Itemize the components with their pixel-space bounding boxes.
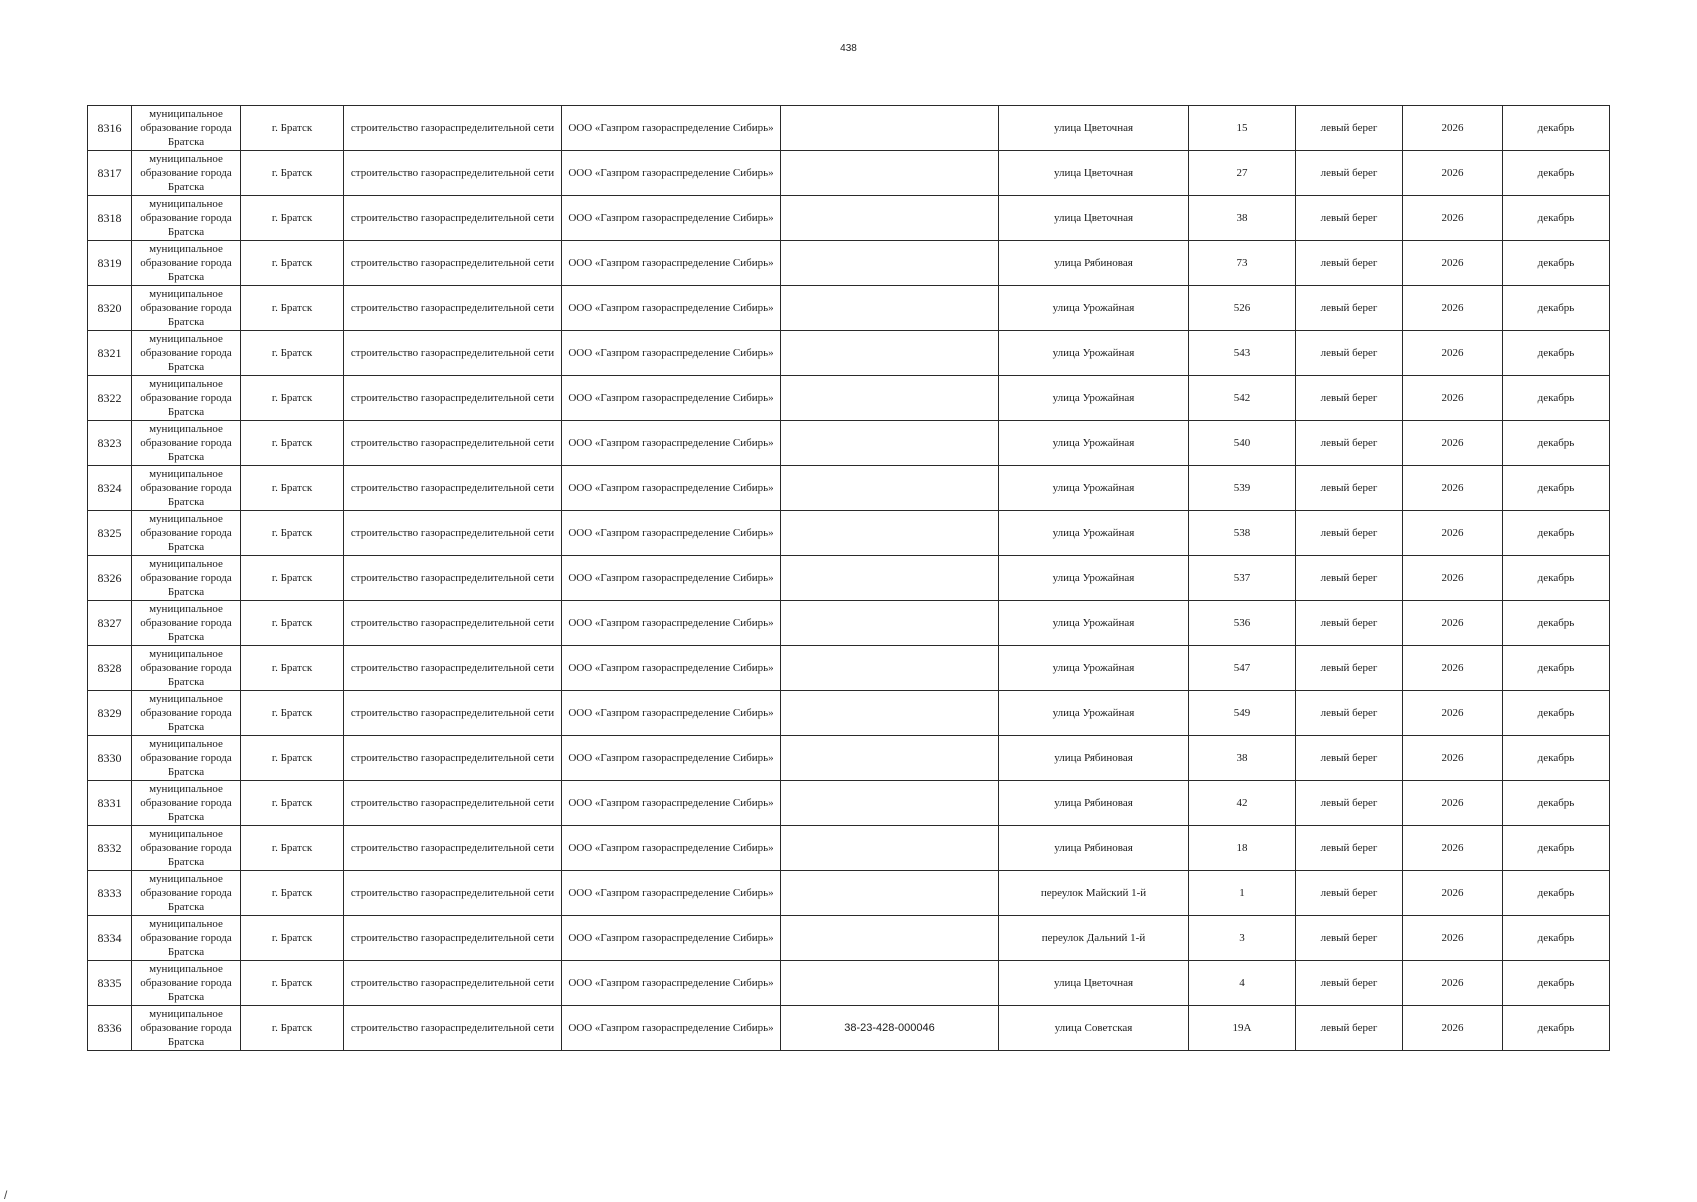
- operator-cell: ООО «Газпром газораспределение Сибирь»: [562, 1006, 781, 1051]
- month-cell: декабрь: [1503, 151, 1610, 196]
- settlement-cell: г. Братск: [241, 286, 344, 331]
- cadastral-number-cell: [781, 556, 999, 601]
- zone-cell: левый берег: [1296, 736, 1403, 781]
- settlement-cell: г. Братск: [241, 511, 344, 556]
- house-number-cell: 1: [1189, 871, 1296, 916]
- street-cell: улица Урожайная: [999, 376, 1189, 421]
- operator-cell: ООО «Газпром газораспределение Сибирь»: [562, 781, 781, 826]
- settlement-cell: г. Братск: [241, 646, 344, 691]
- cadastral-number-cell: [781, 871, 999, 916]
- year-cell: 2026: [1403, 556, 1503, 601]
- cadastral-number-cell: [781, 691, 999, 736]
- row-number-cell: 8330: [88, 736, 132, 781]
- table-row: [88, 826, 1610, 871]
- month-cell: декабрь: [1503, 916, 1610, 961]
- house-number-cell: 536: [1189, 601, 1296, 646]
- table-row: [88, 916, 1610, 961]
- year-cell: 2026: [1403, 691, 1503, 736]
- cadastral-number-cell: [781, 331, 999, 376]
- activity-cell: строительство газораспределительной сети: [344, 1006, 562, 1051]
- settlement-cell: г. Братск: [241, 421, 344, 466]
- street-cell: улица Цветочная: [999, 196, 1189, 241]
- street-cell: улица Рябиновая: [999, 781, 1189, 826]
- activity-cell: строительство газораспределительной сети: [344, 196, 562, 241]
- zone-cell: левый берег: [1296, 916, 1403, 961]
- activity-cell: строительство газораспределительной сети: [344, 691, 562, 736]
- year-cell: 2026: [1403, 916, 1503, 961]
- municipality-cell: муниципальное образование города Братска: [132, 466, 241, 511]
- house-number-cell: 19А: [1189, 1006, 1296, 1051]
- row-number-cell: 8328: [88, 646, 132, 691]
- table-row: [88, 196, 1610, 241]
- row-number-cell: 8320: [88, 286, 132, 331]
- table-row: [88, 736, 1610, 781]
- settlement-cell: г. Братск: [241, 691, 344, 736]
- table-row: [88, 106, 1610, 151]
- municipality-cell: муниципальное образование города Братска: [132, 961, 241, 1006]
- table-row: [88, 331, 1610, 376]
- month-cell: декабрь: [1503, 736, 1610, 781]
- operator-cell: ООО «Газпром газораспределение Сибирь»: [562, 826, 781, 871]
- row-number-cell: 8317: [88, 151, 132, 196]
- operator-cell: ООО «Газпром газораспределение Сибирь»: [562, 961, 781, 1006]
- gasification-register-table: [87, 105, 1610, 1051]
- street-cell: улица Урожайная: [999, 601, 1189, 646]
- street-cell: улица Урожайная: [999, 421, 1189, 466]
- row-number-cell: 8326: [88, 556, 132, 601]
- settlement-cell: г. Братск: [241, 961, 344, 1006]
- cadastral-number-cell: [781, 781, 999, 826]
- year-cell: 2026: [1403, 601, 1503, 646]
- zone-cell: левый берег: [1296, 556, 1403, 601]
- operator-cell: ООО «Газпром газораспределение Сибирь»: [562, 646, 781, 691]
- house-number-cell: 38: [1189, 196, 1296, 241]
- zone-cell: левый берег: [1296, 151, 1403, 196]
- house-number-cell: 4: [1189, 961, 1296, 1006]
- cadastral-number-cell: [781, 151, 999, 196]
- street-cell: улица Цветочная: [999, 961, 1189, 1006]
- month-cell: декабрь: [1503, 1006, 1610, 1051]
- table-row: [88, 466, 1610, 511]
- activity-cell: строительство газораспределительной сети: [344, 961, 562, 1006]
- activity-cell: строительство газораспределительной сети: [344, 106, 562, 151]
- activity-cell: строительство газораспределительной сети: [344, 151, 562, 196]
- table-row: [88, 601, 1610, 646]
- house-number-cell: 38: [1189, 736, 1296, 781]
- table-row: [88, 961, 1610, 1006]
- settlement-cell: г. Братск: [241, 556, 344, 601]
- year-cell: 2026: [1403, 286, 1503, 331]
- house-number-cell: 42: [1189, 781, 1296, 826]
- month-cell: декабрь: [1503, 646, 1610, 691]
- municipality-cell: муниципальное образование города Братска: [132, 556, 241, 601]
- municipality-cell: муниципальное образование города Братска: [132, 151, 241, 196]
- year-cell: 2026: [1403, 871, 1503, 916]
- zone-cell: левый берег: [1296, 196, 1403, 241]
- table-row: [88, 151, 1610, 196]
- settlement-cell: г. Братск: [241, 241, 344, 286]
- municipality-cell: муниципальное образование города Братска: [132, 376, 241, 421]
- house-number-cell: 15: [1189, 106, 1296, 151]
- month-cell: декабрь: [1503, 196, 1610, 241]
- year-cell: 2026: [1403, 421, 1503, 466]
- operator-cell: ООО «Газпром газораспределение Сибирь»: [562, 691, 781, 736]
- municipality-cell: муниципальное образование города Братска: [132, 196, 241, 241]
- row-number-cell: 8329: [88, 691, 132, 736]
- street-cell: улица Урожайная: [999, 691, 1189, 736]
- activity-cell: строительство газораспределительной сети: [344, 241, 562, 286]
- municipality-cell: муниципальное образование города Братска: [132, 421, 241, 466]
- house-number-cell: 18: [1189, 826, 1296, 871]
- table-row: [88, 511, 1610, 556]
- house-number-cell: 73: [1189, 241, 1296, 286]
- table-row: [88, 781, 1610, 826]
- cadastral-number-cell: [781, 286, 999, 331]
- settlement-cell: г. Братск: [241, 736, 344, 781]
- month-cell: декабрь: [1503, 871, 1610, 916]
- house-number-cell: 542: [1189, 376, 1296, 421]
- house-number-cell: 539: [1189, 466, 1296, 511]
- street-cell: улица Советская: [999, 1006, 1189, 1051]
- house-number-cell: 538: [1189, 511, 1296, 556]
- municipality-cell: муниципальное образование города Братска: [132, 106, 241, 151]
- row-number-cell: 8333: [88, 871, 132, 916]
- activity-cell: строительство газораспределительной сети: [344, 286, 562, 331]
- municipality-cell: муниципальное образование города Братска: [132, 286, 241, 331]
- year-cell: 2026: [1403, 106, 1503, 151]
- month-cell: декабрь: [1503, 286, 1610, 331]
- cadastral-number-cell: [781, 376, 999, 421]
- month-cell: декабрь: [1503, 106, 1610, 151]
- cadastral-number-cell: [781, 466, 999, 511]
- cadastral-number-cell: [781, 421, 999, 466]
- house-number-cell: 547: [1189, 646, 1296, 691]
- street-cell: переулок Майский 1-й: [999, 871, 1189, 916]
- table-row: [88, 421, 1610, 466]
- zone-cell: левый берег: [1296, 961, 1403, 1006]
- year-cell: 2026: [1403, 826, 1503, 871]
- zone-cell: левый берег: [1296, 376, 1403, 421]
- table-row: [88, 1006, 1610, 1051]
- month-cell: декабрь: [1503, 556, 1610, 601]
- street-cell: улица Урожайная: [999, 556, 1189, 601]
- cadastral-number-cell: [781, 961, 999, 1006]
- activity-cell: строительство газораспределительной сети: [344, 736, 562, 781]
- year-cell: 2026: [1403, 646, 1503, 691]
- table-row: [88, 691, 1610, 736]
- house-number-cell: 549: [1189, 691, 1296, 736]
- settlement-cell: г. Братск: [241, 196, 344, 241]
- month-cell: декабрь: [1503, 961, 1610, 1006]
- cadastral-number-cell: [781, 916, 999, 961]
- zone-cell: левый берег: [1296, 241, 1403, 286]
- operator-cell: ООО «Газпром газораспределение Сибирь»: [562, 871, 781, 916]
- zone-cell: левый берег: [1296, 466, 1403, 511]
- settlement-cell: г. Братск: [241, 871, 344, 916]
- year-cell: 2026: [1403, 1006, 1503, 1051]
- operator-cell: ООО «Газпром газораспределение Сибирь»: [562, 106, 781, 151]
- zone-cell: левый берег: [1296, 871, 1403, 916]
- month-cell: декабрь: [1503, 241, 1610, 286]
- municipality-cell: муниципальное образование города Братска: [132, 241, 241, 286]
- year-cell: 2026: [1403, 961, 1503, 1006]
- year-cell: 2026: [1403, 241, 1503, 286]
- operator-cell: ООО «Газпром газораспределение Сибирь»: [562, 421, 781, 466]
- table-row: [88, 646, 1610, 691]
- activity-cell: строительство газораспределительной сети: [344, 826, 562, 871]
- operator-cell: ООО «Газпром газораспределение Сибирь»: [562, 736, 781, 781]
- settlement-cell: г. Братск: [241, 106, 344, 151]
- activity-cell: строительство газораспределительной сети: [344, 916, 562, 961]
- street-cell: улица Рябиновая: [999, 736, 1189, 781]
- municipality-cell: муниципальное образование города Братска: [132, 691, 241, 736]
- municipality-cell: муниципальное образование города Братска: [132, 781, 241, 826]
- settlement-cell: г. Братск: [241, 781, 344, 826]
- cadastral-number-cell: [781, 511, 999, 556]
- row-number-cell: 8324: [88, 466, 132, 511]
- cadastral-number-cell: [781, 241, 999, 286]
- zone-cell: левый берег: [1296, 421, 1403, 466]
- street-cell: улица Цветочная: [999, 106, 1189, 151]
- activity-cell: строительство газораспределительной сети: [344, 601, 562, 646]
- activity-cell: строительство газораспределительной сети: [344, 511, 562, 556]
- street-cell: улица Урожайная: [999, 286, 1189, 331]
- month-cell: декабрь: [1503, 511, 1610, 556]
- table-row: [88, 556, 1610, 601]
- year-cell: 2026: [1403, 781, 1503, 826]
- activity-cell: строительство газораспределительной сети: [344, 646, 562, 691]
- zone-cell: левый берег: [1296, 601, 1403, 646]
- row-number-cell: 8319: [88, 241, 132, 286]
- street-cell: переулок Дальний 1-й: [999, 916, 1189, 961]
- month-cell: декабрь: [1503, 691, 1610, 736]
- year-cell: 2026: [1403, 151, 1503, 196]
- operator-cell: ООО «Газпром газораспределение Сибирь»: [562, 331, 781, 376]
- zone-cell: левый берег: [1296, 691, 1403, 736]
- year-cell: 2026: [1403, 376, 1503, 421]
- operator-cell: ООО «Газпром газораспределение Сибирь»: [562, 376, 781, 421]
- table-row: [88, 376, 1610, 421]
- municipality-cell: муниципальное образование города Братска: [132, 736, 241, 781]
- year-cell: 2026: [1403, 196, 1503, 241]
- margin-mark: /: [4, 1188, 8, 1202]
- cadastral-number-cell: [781, 196, 999, 241]
- zone-cell: левый берег: [1296, 826, 1403, 871]
- row-number-cell: 8323: [88, 421, 132, 466]
- street-cell: улица Цветочная: [999, 151, 1189, 196]
- month-cell: декабрь: [1503, 331, 1610, 376]
- house-number-cell: 3: [1189, 916, 1296, 961]
- row-number-cell: 8332: [88, 826, 132, 871]
- house-number-cell: 540: [1189, 421, 1296, 466]
- row-number-cell: 8336: [88, 1006, 132, 1051]
- settlement-cell: г. Братск: [241, 466, 344, 511]
- month-cell: декабрь: [1503, 466, 1610, 511]
- row-number-cell: 8331: [88, 781, 132, 826]
- house-number-cell: 27: [1189, 151, 1296, 196]
- row-number-cell: 8335: [88, 961, 132, 1006]
- row-number-cell: 8318: [88, 196, 132, 241]
- row-number-cell: 8327: [88, 601, 132, 646]
- house-number-cell: 526: [1189, 286, 1296, 331]
- municipality-cell: муниципальное образование города Братска: [132, 1006, 241, 1051]
- operator-cell: ООО «Газпром газораспределение Сибирь»: [562, 511, 781, 556]
- operator-cell: ООО «Газпром газораспределение Сибирь»: [562, 556, 781, 601]
- activity-cell: строительство газораспределительной сети: [344, 781, 562, 826]
- cadastral-number-cell: [781, 736, 999, 781]
- street-cell: улица Урожайная: [999, 646, 1189, 691]
- operator-cell: ООО «Газпром газораспределение Сибирь»: [562, 286, 781, 331]
- settlement-cell: г. Братск: [241, 916, 344, 961]
- street-cell: улица Урожайная: [999, 511, 1189, 556]
- street-cell: улица Урожайная: [999, 331, 1189, 376]
- month-cell: декабрь: [1503, 601, 1610, 646]
- row-number-cell: 8334: [88, 916, 132, 961]
- settlement-cell: г. Братск: [241, 826, 344, 871]
- activity-cell: строительство газораспределительной сети: [344, 331, 562, 376]
- settlement-cell: г. Братск: [241, 1006, 344, 1051]
- activity-cell: строительство газораспределительной сети: [344, 871, 562, 916]
- operator-cell: ООО «Газпром газораспределение Сибирь»: [562, 196, 781, 241]
- settlement-cell: г. Братск: [241, 376, 344, 421]
- register-body: [88, 106, 1610, 1051]
- cadastral-number-cell: [781, 601, 999, 646]
- zone-cell: левый берег: [1296, 1006, 1403, 1051]
- cadastral-number-cell: 38-23-428-000046: [781, 1006, 999, 1051]
- table-row: [88, 241, 1610, 286]
- municipality-cell: муниципальное образование города Братска: [132, 331, 241, 376]
- month-cell: декабрь: [1503, 421, 1610, 466]
- activity-cell: строительство газораспределительной сети: [344, 376, 562, 421]
- table-row: [88, 286, 1610, 331]
- activity-cell: строительство газораспределительной сети: [344, 556, 562, 601]
- settlement-cell: г. Братск: [241, 151, 344, 196]
- municipality-cell: муниципальное образование города Братска: [132, 826, 241, 871]
- row-number-cell: 8325: [88, 511, 132, 556]
- row-number-cell: 8322: [88, 376, 132, 421]
- zone-cell: левый берег: [1296, 106, 1403, 151]
- operator-cell: ООО «Газпром газораспределение Сибирь»: [562, 916, 781, 961]
- activity-cell: строительство газораспределительной сети: [344, 421, 562, 466]
- municipality-cell: муниципальное образование города Братска: [132, 601, 241, 646]
- street-cell: улица Урожайная: [999, 466, 1189, 511]
- year-cell: 2026: [1403, 466, 1503, 511]
- municipality-cell: муниципальное образование города Братска: [132, 871, 241, 916]
- settlement-cell: г. Братск: [241, 331, 344, 376]
- month-cell: декабрь: [1503, 781, 1610, 826]
- page-number: 438: [840, 43, 857, 54]
- operator-cell: ООО «Газпром газораспределение Сибирь»: [562, 466, 781, 511]
- cadastral-number-cell: [781, 106, 999, 151]
- year-cell: 2026: [1403, 331, 1503, 376]
- street-cell: улица Рябиновая: [999, 241, 1189, 286]
- zone-cell: левый берег: [1296, 511, 1403, 556]
- operator-cell: ООО «Газпром газораспределение Сибирь»: [562, 241, 781, 286]
- street-cell: улица Рябиновая: [999, 826, 1189, 871]
- house-number-cell: 543: [1189, 331, 1296, 376]
- table-row: [88, 871, 1610, 916]
- activity-cell: строительство газораспределительной сети: [344, 466, 562, 511]
- zone-cell: левый берег: [1296, 646, 1403, 691]
- month-cell: декабрь: [1503, 376, 1610, 421]
- municipality-cell: муниципальное образование города Братска: [132, 511, 241, 556]
- zone-cell: левый берег: [1296, 286, 1403, 331]
- operator-cell: ООО «Газпром газораспределение Сибирь»: [562, 151, 781, 196]
- cadastral-number-cell: [781, 826, 999, 871]
- house-number-cell: 537: [1189, 556, 1296, 601]
- row-number-cell: 8316: [88, 106, 132, 151]
- operator-cell: ООО «Газпром газораспределение Сибирь»: [562, 601, 781, 646]
- zone-cell: левый берег: [1296, 781, 1403, 826]
- settlement-cell: г. Братск: [241, 601, 344, 646]
- municipality-cell: муниципальное образование города Братска: [132, 916, 241, 961]
- zone-cell: левый берег: [1296, 331, 1403, 376]
- row-number-cell: 8321: [88, 331, 132, 376]
- month-cell: декабрь: [1503, 826, 1610, 871]
- municipality-cell: муниципальное образование города Братска: [132, 646, 241, 691]
- cadastral-number-cell: [781, 646, 999, 691]
- year-cell: 2026: [1403, 511, 1503, 556]
- year-cell: 2026: [1403, 736, 1503, 781]
